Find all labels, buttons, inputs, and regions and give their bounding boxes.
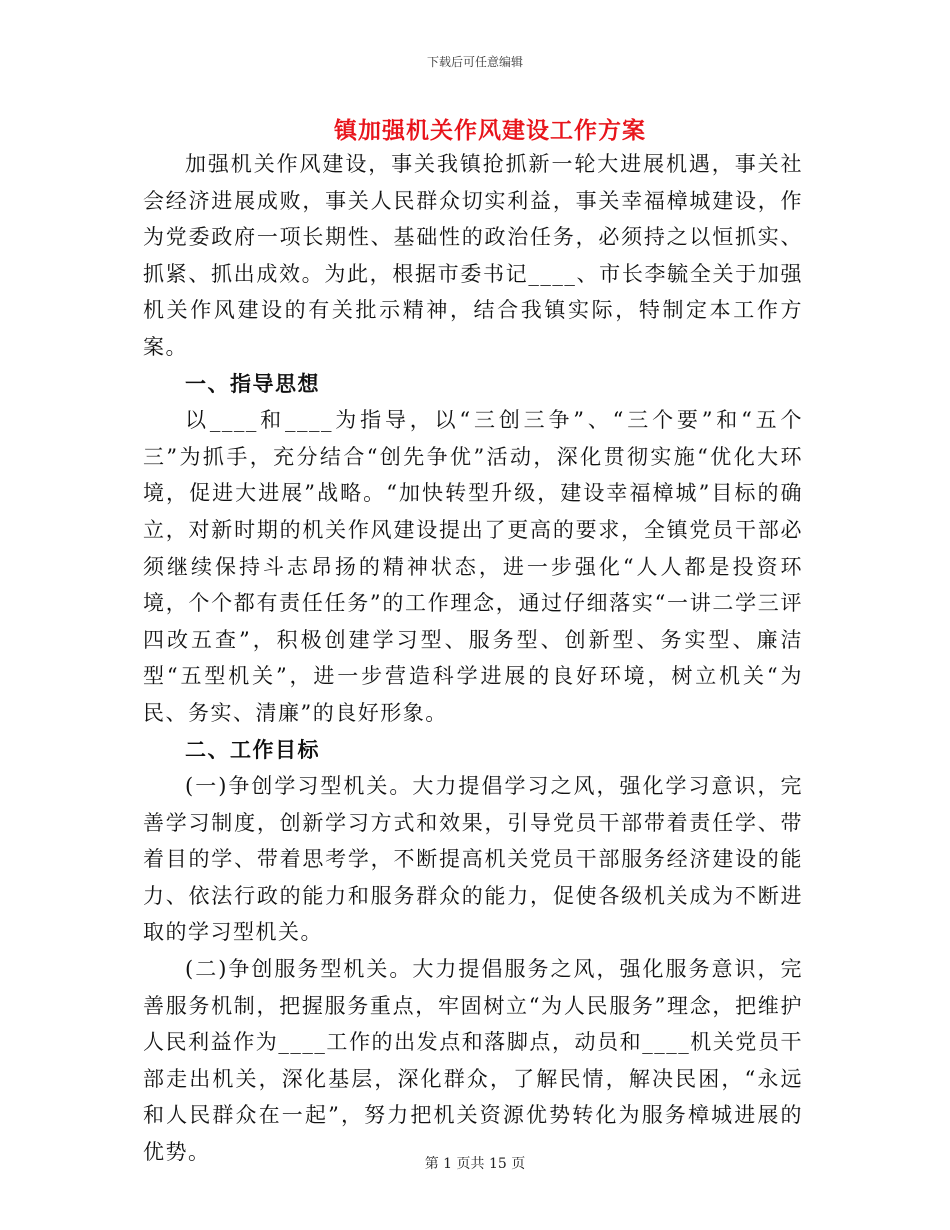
section-heading-guiding-ideology: 一、指导思想 — [185, 371, 320, 396]
intro-paragraph: 加强机关作风建设，事关我镇抢抓新一轮大进展机遇，事关社会经济进展成败，事关人民群众切实利益，事关幸福樟城建设，作为党委政府一项长期性、基础性的政治任务，必须持之以恒抓实、抓紧、抓出成效。为此，根据市委书记____、市长李毓全关于加强机关作风建设的有关批示精神，结合我镇实际，特制定本工作方案。 — [143, 152, 803, 359]
page-header-note: 下载后可任意编辑 — [426, 55, 523, 69]
guiding-ideology-paragraph: 以____和____为指导，以“三创三争”、“三个要”和“五个三”为抓手，充分结合“创先争优”活动，深化贯彻实施“优化大环境，促进大进展”战略。“加快转型升级，建设幸福樟城”目标的确立，对新时期的机关作风建设提出了更高的要求，全镇党员干部必须继续保持斗志昂扬的精神状态，进一步强化“人人都是投资环境，个个都有责任任务”的工作理念，通过仔细落实“一讲二学三评四改五查”，积极创建学习型、服务型、创新型、务实型、廉洁型“五型机关”，进一步营造科学进展的良好环境，树立机关“为民、务实、清廉”的良好形象。 — [143, 408, 803, 725]
page-number-footer: 第 1 页共 15 页 — [424, 1156, 526, 1172]
document-body — [143, 146, 803, 1171]
goal-paragraph-service: (二)争创服务型机关。大力提倡服务之风，强化服务意识，完善服务机制，把握服务重点，牢固树立“为人民服务”理念，把维护人民利益作为____工作的出发点和落脚点，动员和____机关党员干部走出机关，深化基层，深化群众，了解民情，解决民困，“永远和人民群众在一起”，努力把机关资源优势转化为服务樟城进展的优势。 — [143, 957, 803, 1165]
document-title: 镇加强机关作风建设工作方案 — [334, 118, 646, 144]
goal-paragraph-learning: (一)争创学习型机关。大力提倡学习之风，强化学习意识，完善学习制度，创新学习方式和效果，引导党员干部带着责任学、带着目的学、带着思考学，不断提高机关党员干部服务经济建设的能力、依法行政的能力和服务群众的能力，促使各级机关成为不断进取的学习型机关。 — [143, 774, 803, 945]
section-heading-work-goals: 二、工作目标 — [185, 737, 320, 762]
